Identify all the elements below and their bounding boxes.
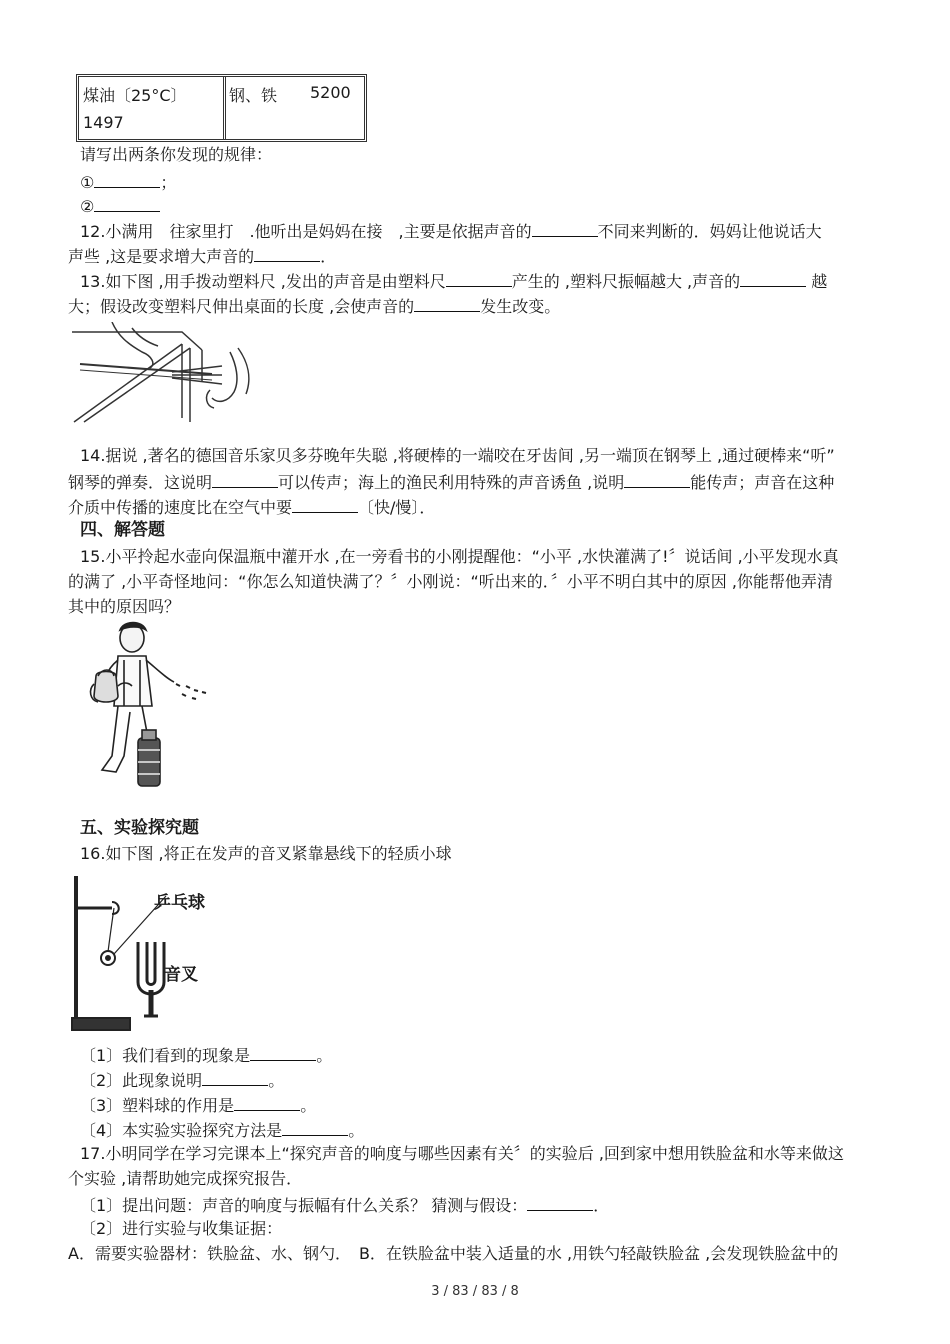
q14-line1: 14.据说 ,著名的德国音乐家贝多芬晚年失聪 ,将硬棒的一端咬在牙齿间 ,另一端顶在钢琴上 ,通过硬棒来“听” [80, 446, 835, 465]
tuning-fork-figure [68, 872, 208, 1034]
answer-blank[interactable] [292, 494, 358, 513]
q16-sub4: 〔4〕本实验实验探究方法是 。 [80, 1117, 364, 1143]
answer-blank[interactable] [94, 169, 160, 188]
q14-line3: 介质中传播的速度比在空气中要 〔快/慢〕． [68, 494, 435, 520]
q15-line2: 的满了 ,小平奇怪地问：“你怎么知道快满了？〞小刚说：“听出来的．〞小平不明白其中的原因 ,你能帮他弄清 [68, 572, 833, 591]
q13-line1: 13.如下图 ,用手拨动塑料尺 ,发出的声音是由塑料尺 产生的 ,塑料尺振幅越大 ,声音的 越 [80, 268, 827, 294]
q15-line1: 15.小平拎起水壶向保温瓶中灌开水 ,在一旁看书的小刚提醒他：“小平 ,水快灌满了!〞说话间 ,小平发现水真 [80, 547, 839, 566]
answer-blank[interactable] [234, 1092, 300, 1111]
answer-blank[interactable] [202, 1067, 268, 1086]
q17-line1: 17.小明同学在学习完课本上“探究声音的响度与哪些因素有关〞的实验后 ,回到家中想用铁脸盆和水等来做这 [80, 1144, 844, 1163]
table-cell-steel: 钢、铁 [229, 86, 278, 105]
q13-line2: 大；假设改变塑料尺伸出桌面的长度 ,会使声音的 发生改变。 [68, 293, 560, 319]
q16-sub2: 〔2〕此现象说明 。 [80, 1067, 284, 1093]
answer-blank[interactable] [212, 469, 278, 488]
ruler-on-table-figure [72, 322, 256, 426]
answer-blank[interactable] [532, 218, 598, 237]
q16-sub1: 〔1〕我们看到的现象是 。 [80, 1042, 332, 1068]
answer-blank[interactable] [250, 1042, 316, 1061]
q17-line3: 〔1〕提出问题：声音的响度与振幅有什么关系？ 猜测与假设： ． [80, 1192, 609, 1218]
q15-line3: 其中的原因吗？ [68, 597, 181, 616]
q11-prompt: 请写出两条你发现的规律： [80, 145, 273, 164]
q14-line2: 钢琴的弹奏．这说明 可以传声；海上的渔民利用特殊的声音诱鱼 ,说明 能传声；声音在这种 [68, 469, 834, 495]
q12-line2: 声些 ,这是要求增大声音的 ． [68, 243, 336, 269]
answer-blank[interactable] [527, 1192, 593, 1211]
label-ping-pong-ball: 乒乓球 [154, 893, 205, 913]
table-cell-kerosene-value: 1497 [83, 113, 124, 132]
table-cell-kerosene: 煤油〔25°C〕 [83, 86, 187, 105]
label-tuning-fork: 音叉 [164, 965, 198, 985]
answer-blank[interactable] [414, 293, 480, 312]
answer-blank[interactable] [446, 268, 512, 287]
table-cell-steel-value: 5200 [310, 83, 351, 102]
answer-blank[interactable] [94, 193, 160, 212]
q12-line1: 12.小满用 往家里打 .他听出是妈妈在接 ,主要是依据声音的 不同来判断的．妈妈让他说话大 [80, 218, 822, 244]
section-title-answer: 四、解答题 [80, 520, 165, 540]
answer-blank[interactable] [624, 469, 690, 488]
q16-sub3: 〔3〕塑料球的作用是 。 [80, 1092, 316, 1118]
q17-line2: 个实验 ,请帮助她完成探究报告． [68, 1169, 303, 1188]
boy-pouring-water-figure [88, 620, 212, 798]
q16-intro: 16.如下图 ,将正在发声的音叉紧靠悬线下的轻质小球 [80, 844, 452, 863]
q11-item2: ② [80, 193, 160, 219]
q17-line4: 〔2〕进行实验与收集证据： [80, 1219, 283, 1238]
page-number: 3 / 83 / 83 / 8 [431, 1284, 519, 1299]
answer-blank[interactable] [254, 243, 320, 262]
answer-blank[interactable] [740, 268, 806, 287]
q11-item1: ① ； [80, 169, 176, 195]
answer-blank[interactable] [282, 1117, 348, 1136]
speed-table [76, 74, 367, 142]
section-title-experiment: 五、实验探究题 [80, 818, 199, 838]
q17-line5: A．需要实验器材：铁脸盆、水、钢勺． B．在铁脸盆中装入适量的水 ,用铁勺轻敲铁脸盆 ,会发现铁脸盆中的 [68, 1244, 839, 1263]
